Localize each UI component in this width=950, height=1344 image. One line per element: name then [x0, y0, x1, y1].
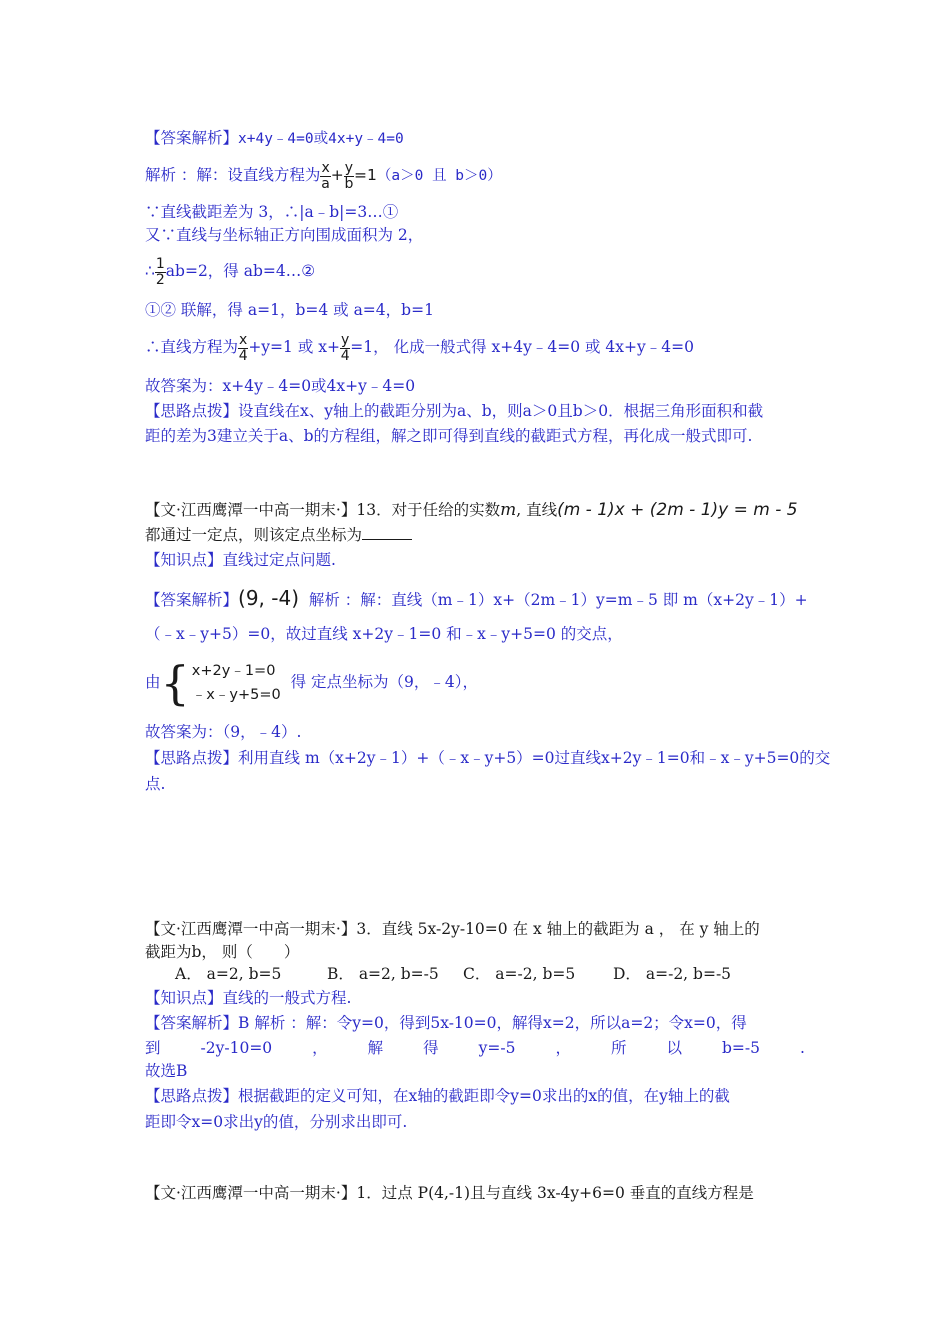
- equals-one: =1: [354, 166, 377, 184]
- option-c[interactable]: C． a=-2, b=5: [463, 965, 576, 983]
- tip-tag: 【思路点拨】: [145, 749, 239, 767]
- answer-rest: 解析 ：解：直线（m﹣1）x+（2m﹣1）y=m﹣5 即 m（x+2y﹣1）+: [308, 591, 808, 609]
- system-eq-1: x+2y﹣1=0: [191, 663, 276, 679]
- tip-line-2: 距的差为3建立关于a、b的方程组，解之即可得到直线的截距式方程，再化成一般式即可.: [145, 427, 753, 445]
- therefore-symbol: ∴: [145, 262, 155, 280]
- solution-line-5-rest: ab=2，得 ab=4…②: [165, 262, 316, 280]
- system-rest: 得 定点坐标为（9，﹣4），: [290, 673, 478, 691]
- word: 到: [145, 1039, 161, 1057]
- knowledge-point-line: [145, 550, 336, 570]
- tip-13-line-1: [145, 748, 830, 768]
- solution-line-7-a: ∴直线方程为: [145, 338, 239, 356]
- fraction-x-over-a: $\frac{x}{a}$: [321, 159, 330, 192]
- fraction-y-over-b: $\frac{y}{b}$: [344, 159, 354, 192]
- tip-tag: 【思路点拨】: [145, 402, 239, 420]
- answer-13-line-2: （﹣x﹣y+5）=0，故过直线 x+2y﹣1=0 和﹣x﹣y+5=0 的交点，: [145, 625, 623, 643]
- tip-tag: 【思路点拨】: [145, 1087, 239, 1105]
- tip-text-1: 设直线在x、y轴上的截距分别为a、b，则a＞0且b＞0．根据三角形面积和截: [238, 402, 764, 420]
- answer-text: B 解析 ：解：令y=0，得到5x-10=0，解得x=2，所以a=2；令x=0，得: [238, 1014, 747, 1032]
- tip-text-1: 根据截距的定义可知，在x轴的截距即令y=0求出的x的值，在y轴上的截: [238, 1087, 730, 1105]
- question-1-line-1: [145, 1183, 754, 1203]
- answer-line: [145, 128, 404, 149]
- condition-text: （a＞0 且 b＞0）: [376, 168, 502, 184]
- solution-line-7: [145, 330, 694, 364]
- answer-text: x+4y﹣4=0或4x+y﹣4=0: [238, 131, 404, 147]
- answer-tag: 【答案解析】: [145, 1014, 239, 1032]
- answer-tag: 【答案解析】: [145, 591, 239, 609]
- question-tag: 【文·江西鹰潭一中高一期末·】: [145, 920, 357, 938]
- system-line: [145, 652, 478, 712]
- equation-system: [192, 659, 281, 707]
- word: 以: [666, 1039, 682, 1057]
- option-d[interactable]: D． a=-2, b=-5: [613, 965, 732, 983]
- solution-line-4: 又∵直线与坐标轴正方向围成面积为 2，: [145, 226, 424, 244]
- left-brace: {: [160, 656, 190, 710]
- line-formula: (m - 1)x + (2m - 1)y = m - 5: [557, 500, 798, 520]
- solution-line-5: [145, 254, 315, 288]
- final-answer-13: 故答案为：（9，﹣4）.: [145, 723, 302, 741]
- knowledge-text: 直线的一般式方程.: [222, 989, 352, 1007]
- word: b=-5: [721, 1039, 760, 1057]
- solution-line-7-b: +y=1 或 x+: [248, 338, 340, 356]
- question-3-line-1: [145, 919, 760, 939]
- tip-3-line-1: [145, 1086, 730, 1106]
- word: ，: [555, 1039, 571, 1057]
- answer-3-line-2: [145, 1038, 805, 1058]
- question-text: 3．直线 5x-2y-10=0 在 x 轴上的截距为 a ， 在 y 轴上的: [356, 920, 760, 938]
- tip-text-1: 利用直线 m（x+2y﹣1）+（﹣x﹣y+5）=0过直线x+2y﹣1=0和﹣x﹣y+5=0的交: [238, 749, 831, 767]
- question-13-line-1: [145, 500, 798, 520]
- word: 所: [610, 1039, 627, 1057]
- question-text-2: 都通过一定点，则该定点坐标为: [145, 526, 363, 544]
- final-answer-line: 故答案为：x+4y﹣4=0或4x+y﹣4=0: [145, 377, 416, 395]
- answer-tag: 【答案解析】: [145, 129, 239, 147]
- system-eq-2: ﹣x﹣y+5=0: [191, 687, 281, 703]
- question-text: 13．对于任给的实数: [356, 501, 501, 519]
- solution-line-3: ∵直线截距差为 3，∴|a﹣b|=3…①: [145, 203, 399, 221]
- question-3-line-2: 截距为b， 则（ ）: [145, 943, 300, 961]
- word: .: [799, 1039, 805, 1057]
- tip-13-line-2: 点.: [145, 775, 166, 793]
- fraction-x-over-4: $\frac{x}{4}$: [238, 331, 248, 364]
- plus-sign: +: [330, 166, 344, 184]
- answer-value: (9, -4): [238, 586, 300, 610]
- question-tag: 【文·江西鹰潭一中高一期末·】: [145, 501, 357, 519]
- question-comma: , 直线: [516, 501, 558, 519]
- tip-3-line-2: 距即令x=0求出y的值，分别求出即可.: [145, 1113, 408, 1131]
- answer-blank: [362, 525, 412, 540]
- solution-line-6: ①② 联解，得 a=1，b=4 或 a=4，b=1: [145, 301, 434, 319]
- option-a[interactable]: A． a=2, b=5: [175, 965, 282, 983]
- word: -2y-10=0: [200, 1039, 273, 1057]
- solution-line-7-c: =1， 化成一般式得 x+4y﹣4=0 或 4x+y﹣4=0: [350, 338, 694, 356]
- answer-13-line-1: [145, 584, 808, 614]
- knowledge-text: 直线过定点问题.: [222, 551, 336, 569]
- var-m: m: [500, 500, 517, 520]
- knowledge-tag: 【知识点】: [145, 551, 223, 569]
- solution-prefix: 解析 ：解：设直线方程为: [145, 166, 321, 184]
- answer-3-line-1: [145, 1013, 747, 1033]
- word: ，: [312, 1039, 328, 1057]
- question-text: 1．过点 P(4,-1)且与直线 3x-4y+6=0 垂直的直线方程是: [356, 1184, 754, 1202]
- answer-3-line-3: 故选B: [145, 1062, 188, 1080]
- fraction-y-over-4: $\frac{y}{4}$: [340, 331, 350, 364]
- fraction-one-half: $\frac{1}{2}$: [155, 255, 165, 288]
- options-row: [175, 964, 731, 984]
- knowledge-tag: 【知识点】: [145, 989, 223, 1007]
- knowledge-point-3: [145, 988, 351, 1008]
- tip-line-1: [145, 401, 763, 421]
- word: y=-5: [478, 1039, 516, 1057]
- word: 解: [367, 1039, 384, 1057]
- you-text: 由: [145, 673, 161, 691]
- question-tag: 【文·江西鹰潭一中高一期末·】: [145, 1184, 357, 1202]
- option-b[interactable]: B． a=2, b=-5: [327, 965, 439, 983]
- solution-line-1: [145, 158, 502, 193]
- question-13-line-2: [145, 525, 412, 545]
- word: 得: [423, 1039, 439, 1057]
